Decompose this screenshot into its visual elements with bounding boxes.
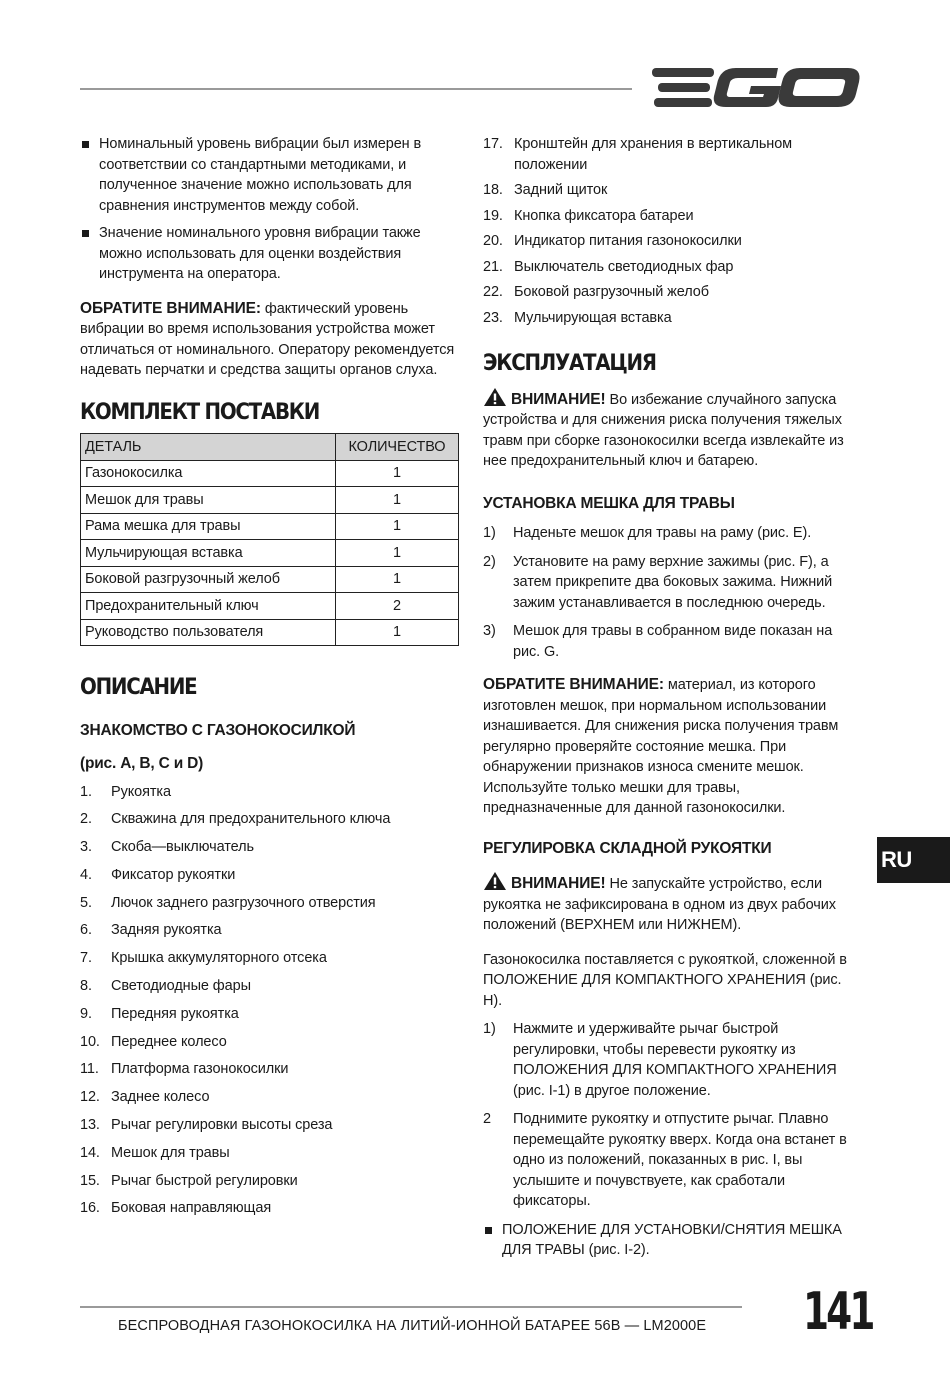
package-table	[80, 433, 459, 646]
note-text: фактический уровень вибрации во время использования устройства может отличаться от номинального. Оператору рекомендуется надевать перчатки и средства защиты органов слуха.	[80, 300, 455, 378]
list-item	[80, 1087, 458, 1115]
cell-part: Боковой разгрузочный желоб	[81, 566, 336, 593]
warning-handle	[483, 871, 861, 936]
table-row	[81, 487, 459, 514]
list-item	[483, 180, 861, 201]
list-item	[483, 231, 861, 252]
list-item	[80, 920, 458, 948]
cell-part: Мешок для травы	[81, 487, 336, 514]
item-text: Индикатор питания газонокосилки	[514, 233, 742, 249]
list-item	[80, 948, 458, 976]
cell-qty: 1	[336, 460, 459, 487]
table-row	[81, 566, 459, 593]
step-text: Поднимите рукоятку и отпустите рычаг. Плавно перемещайте рукоятку вверх. Когда она встанет в одно из положений, показанных в рис. I, вы услышите и почувствуете, как сработали фиксаторы.	[513, 1111, 847, 1209]
list-item	[80, 809, 458, 837]
warning-assembly	[483, 387, 861, 472]
handle-step	[483, 1109, 861, 1212]
warning-icon	[483, 387, 507, 407]
step-number: 2	[483, 1111, 491, 1127]
ego-logo	[650, 62, 862, 114]
right-column	[483, 134, 861, 1268]
item-text: Скоба—выключатель	[111, 839, 254, 856]
item-number: 23.	[483, 309, 503, 326]
list-item	[80, 1004, 458, 1032]
warning-icon	[483, 871, 507, 891]
list-item	[80, 976, 458, 1004]
step-text: Мешок для травы в собранном виде показан на рис. G.	[513, 623, 833, 660]
cell-qty: 1	[336, 540, 459, 567]
language-tab: RU	[877, 837, 950, 883]
item-text: Передняя рукоятка	[111, 1005, 239, 1022]
item-text: Крышка аккумуляторного отсека	[111, 950, 327, 967]
warning-label: ВНИМАНИЕ!	[511, 875, 606, 892]
bag-title: УСТАНОВКА МЕШКА ДЛЯ ТРАВЫ	[483, 494, 735, 512]
warning-label: ВНИМАНИЕ!	[511, 390, 606, 408]
step-text: Установите на раму верхние зажимы (рис. F), а затем прикрепите два боковых зажима. Нижний зажим устанавливается в последнюю очередь.	[513, 553, 833, 611]
cell-qty: 1	[336, 619, 459, 646]
step-number: 1)	[483, 525, 496, 541]
item-number: 15.	[80, 1172, 100, 1189]
item-number: 11.	[80, 1061, 99, 1078]
bag-step	[483, 523, 861, 544]
know-title: ЗНАКОМСТВО С ГАЗОНОКОСИЛКОЙ	[80, 721, 356, 739]
description-title: ОПИСАНИЕ	[80, 675, 197, 700]
step-number: 2)	[483, 553, 496, 570]
item-number: 7.	[80, 950, 92, 967]
item-text: Фиксатор рукоятки	[111, 866, 236, 883]
list-item	[80, 865, 458, 893]
item-text: Задняя рукоятка	[111, 922, 222, 939]
item-number: 13.	[80, 1117, 100, 1134]
table-row	[81, 460, 459, 487]
col-header-qty: КОЛИЧЕСТВО	[336, 434, 459, 461]
header-rule	[80, 88, 632, 90]
list-item	[483, 134, 861, 175]
item-text: Скважина для предохранительного ключа	[111, 811, 391, 828]
item-number: 2.	[80, 811, 92, 828]
item-text: Мульчирующая вставка	[514, 309, 672, 326]
item-text: Задний щиток	[514, 182, 608, 198]
item-text: Кнопка фиксатора батареи	[514, 207, 694, 224]
item-text: Заднее колесо	[111, 1089, 210, 1106]
item-number: 22.	[483, 284, 503, 300]
handle-intro: Газонокосилка поставляется с рукояткой, сложенной в ПОЛОЖЕНИЕ ДЛЯ КОМПАКТНОГО ХРАНЕНИЯ (рис. H).	[483, 951, 847, 1009]
left-column	[80, 134, 458, 1226]
vibration-note	[80, 299, 458, 381]
list-item	[80, 1171, 458, 1199]
step-text: Наденьте мешок для травы на раму (рис. E).	[513, 525, 812, 541]
list-item	[483, 257, 861, 278]
handle-position-bullet: ПОЛОЖЕНИЕ ДЛЯ УСТАНОВКИ/СНЯТИЯ МЕШКА ДЛЯ ТРАВЫ (рис. I-2).	[483, 1220, 861, 1261]
table-row	[81, 513, 459, 540]
page-number: 141	[803, 1282, 873, 1342]
list-item	[80, 1115, 458, 1143]
warning-text: Не запускайте устройство, если рукоятка не зафиксирована в одном из двух рабочих положений (ВЕРХНЕМ или НИЖНЕМ).	[483, 876, 836, 933]
item-number: 8.	[80, 978, 92, 995]
list-item	[80, 782, 458, 810]
step-number: 1)	[483, 1021, 496, 1037]
item-text: Боковая направляющая	[111, 1200, 272, 1217]
cell-part: Рама мешка для травы	[81, 513, 336, 540]
item-text: Переднее колесо	[111, 1033, 227, 1050]
item-number: 4.	[80, 866, 92, 883]
item-number: 9.	[80, 1005, 92, 1022]
cell-qty: 1	[336, 566, 459, 593]
list-item	[80, 837, 458, 865]
warning-text: Во избежание случайного запуска устройства и для снижения риска получения тяжелых травм при сборке газонокосилки всегда извлекайте из нее предохранительный ключ и батарею.	[483, 391, 844, 469]
item-number: 21.	[483, 258, 503, 275]
cell-part: Газонокосилка	[81, 460, 336, 487]
item-number: 10.	[80, 1033, 100, 1050]
item-number: 1.	[80, 783, 92, 800]
item-text: Рукоятка	[111, 783, 171, 800]
list-item	[80, 893, 458, 921]
item-number: 12.	[80, 1089, 100, 1106]
note-label: ОБРАТИТЕ ВНИМАНИЕ:	[80, 299, 261, 317]
table-row	[81, 540, 459, 567]
step-text: Нажмите и удерживайте рычаг быстрой регулировки, чтобы перевести рукоятку из ПОЛОЖЕНИЯ ДЛЯ КОМПАКТНОГО ХРАНЕНИЯ (рис. I-1) в другое положение.	[513, 1021, 837, 1099]
item-text: Выключатель светодиодных фар	[514, 258, 734, 275]
list-item	[80, 1198, 458, 1226]
list-item	[483, 308, 861, 329]
item-text: Боковой разгрузочный желоб	[514, 284, 709, 300]
cell-part: Мульчирующая вставка	[81, 540, 336, 567]
col-header-part: ДЕТАЛЬ	[81, 434, 336, 461]
item-number: 14.	[80, 1144, 100, 1161]
item-number: 16.	[80, 1200, 100, 1217]
item-text: Рычаг быстрой регулировки	[111, 1172, 298, 1189]
list-item	[80, 1143, 458, 1171]
cell-part: Предохранительный ключ	[81, 593, 336, 620]
footer-product-title: БЕСПРОВОДНАЯ ГАЗОНОКОСИЛКА НА ЛИТИЙ-ИОННОЙ БАТАРЕЕ 56В — LM2000E	[118, 1318, 707, 1334]
package-title: КОМПЛЕКТ ПОСТАВКИ	[80, 399, 320, 425]
list-item	[80, 1059, 458, 1087]
parts-list-left	[80, 782, 458, 1227]
vibration-bullet-1: Номинальный уровень вибрации был измерен в соответствии со стандартными методиками, и полученное значение можно использовать для сравнения инструментов между собой.	[80, 134, 458, 216]
item-number: 5.	[80, 894, 92, 911]
bag-note	[483, 675, 861, 819]
table-header-row	[81, 434, 459, 461]
list-item	[483, 206, 861, 227]
item-number: 20.	[483, 233, 503, 249]
item-text: Мешок для травы	[111, 1144, 230, 1161]
cell-qty: 2	[336, 593, 459, 620]
list-item	[483, 282, 861, 303]
item-text: Лючок заднего разгрузочного отверстия	[111, 894, 376, 911]
table-row	[81, 619, 459, 646]
item-number: 3.	[80, 839, 92, 856]
note-label: ОБРАТИТЕ ВНИМАНИЕ:	[483, 676, 664, 693]
cell-qty: 1	[336, 513, 459, 540]
know-figure-ref: (рис. A, B, C и D)	[80, 755, 204, 772]
step-number: 3)	[483, 623, 496, 639]
cell-qty: 1	[336, 487, 459, 514]
item-text: Платформа газонокосилки	[111, 1061, 289, 1078]
note-text: материал, из которого изготовлен мешок, при нормальном использовании изнашивается. Для снижения риска получения травм регулярно проверяйте состояние мешка. При обнаружении признаков износа смените мешок. Используйте только мешки для травы, предназначенные для данной газонокосилки.	[483, 677, 839, 816]
item-number: 6.	[80, 922, 92, 939]
bag-step	[483, 552, 861, 614]
item-text: Кронштейн для хранения в вертикальном положении	[514, 136, 793, 173]
table-row	[81, 593, 459, 620]
item-number: 18.	[483, 182, 503, 198]
bag-step	[483, 621, 861, 662]
item-text: Светодиодные фары	[111, 978, 251, 995]
cell-part: Руководство пользователя	[81, 619, 336, 646]
handle-title: РЕГУЛИРОВКА СКЛАДНОЙ РУКОЯТКИ	[483, 839, 772, 857]
item-number: 19.	[483, 207, 503, 224]
vibration-bullet-2: Значение номинального уровня вибрации также можно использовать для оценки воздействия инструмента на оператора.	[80, 223, 458, 285]
handle-step	[483, 1019, 861, 1101]
item-text: Рычаг регулировки высоты среза	[111, 1117, 333, 1134]
parts-list-right	[483, 134, 861, 328]
footer-rule	[80, 1306, 742, 1308]
operation-title: ЭКСПЛУАТАЦИЯ	[483, 351, 656, 376]
item-number: 17.	[483, 136, 503, 152]
list-item	[80, 1032, 458, 1060]
